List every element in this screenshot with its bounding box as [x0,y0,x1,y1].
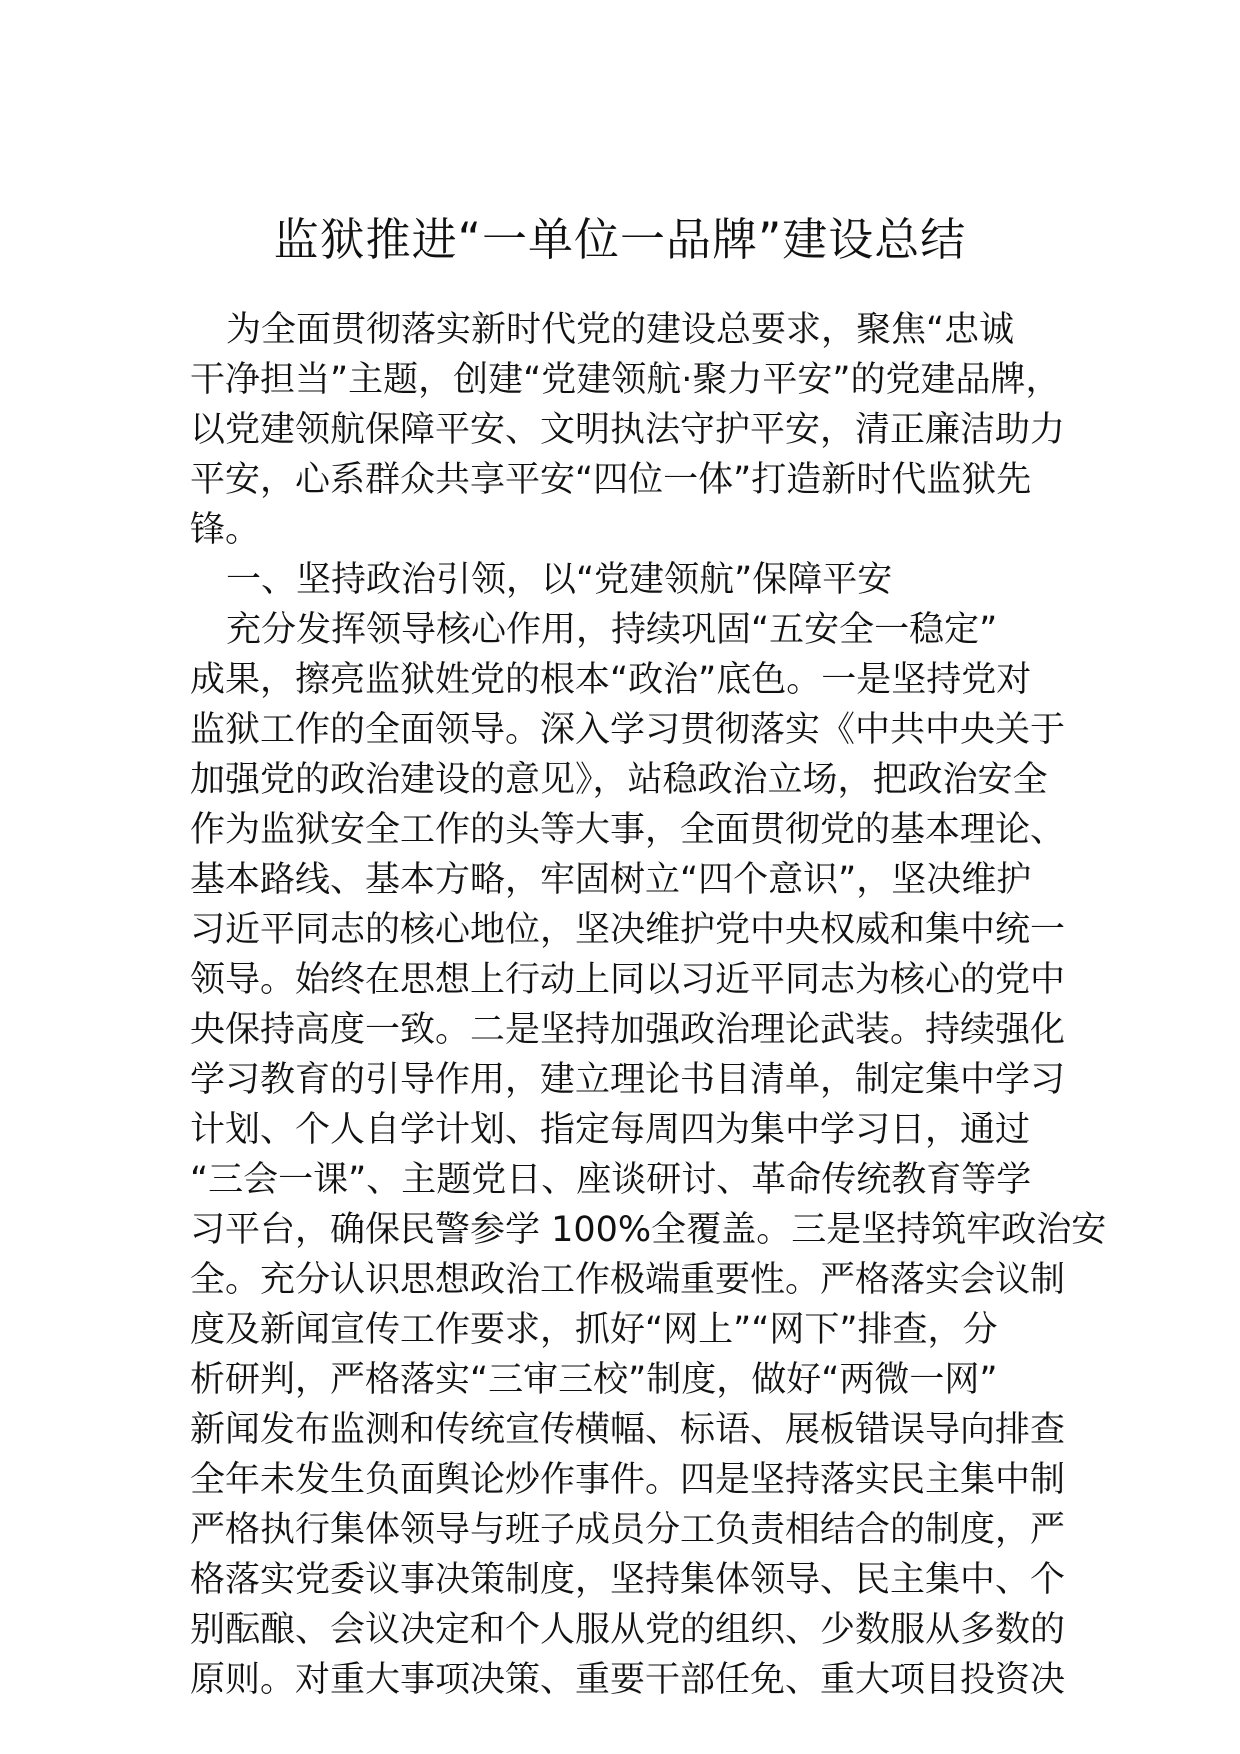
section-heading: 一、坚持政治引领，以“党建领航”保障平安 [226,560,893,600]
body-line: 度及新闻宣传工作要求，抓好“网上”“网下”排查，分 [190,1310,998,1350]
body-line: 习平台，确保民警参学 100%全覆盖。三是坚持筑牢政治安 [190,1210,1107,1250]
body-line: 为全面贯彻落实新时代党的建设总要求，聚焦“忠诚 [226,310,1015,350]
body-line: 央保持高度一致。二是坚持加强政治理论武装。持续强化 [190,1010,1066,1050]
body-line: 习近平同志的核心地位，坚决维护党中央权威和集中统一 [190,910,1066,950]
document-title: 监狱推进“一单位一品牌”建设总结 [273,213,967,266]
body-line: 格落实党委议事决策制度，坚持集体领导、民主集中、个 [190,1560,1066,1600]
body-line: 充分发挥领导核心作用，持续巩固“五安全一稳定” [226,610,998,650]
body-line: 成果，擦亮监狱姓党的根本“政治”底色。一是坚持党对 [190,660,1032,700]
body-line: 以党建领航保障平安、文明执法守护平安，清正廉洁助力 [190,410,1066,450]
body-line: 全年未发生负面舆论炒作事件。四是坚持落实民主集中制 [190,1460,1066,1500]
body-line: 干净担当”主题，创建“党建领航·聚力平安”的党建品牌， [190,360,1061,400]
body-line: 加强党的政治建设的意见》，站稳政治立场，把政治安全 [190,760,1048,800]
body-line: 全。充分认识思想政治工作极端重要性。严格落实会议制 [190,1260,1066,1300]
body-line: 别酝酿、会议决定和个人服从党的组织、少数服从多数的 [190,1610,1066,1650]
body-line: 监狱工作的全面领导。深入学习贯彻落实《中共中央关于 [190,710,1066,750]
body-line: 严格执行集体领导与班子成员分工负责相结合的制度，严 [190,1510,1066,1550]
body-line: 作为监狱安全工作的头等大事，全面贯彻党的基本理论、 [190,810,1066,850]
body-line: 基本路线、基本方略，牢固树立“四个意识”，坚决维护 [190,860,1032,900]
body-line: 原则。对重大事项决策、重要干部任免、重大项目投资决 [190,1660,1066,1700]
body-line: 领导。始终在思想上行动上同以习近平同志为核心的党中 [190,960,1066,1000]
body-line: 计划、个人自学计划、指定每周四为集中学习日，通过 [190,1110,1031,1150]
body-line: 析研判，严格落实“三审三校”制度，做好“两微一网” [190,1360,998,1400]
body-line: 新闻发布监测和传统宣传横幅、标语、展板错误导向排查 [190,1410,1066,1450]
body-line: 锋。 [190,510,261,550]
body-line: 平安，心系群众共享平安“四位一体”打造新时代监狱先 [190,460,1032,500]
body-line: “三会一课”、主题党日、座谈研讨、革命传统教育等学 [190,1160,1032,1200]
body-line: 学习教育的引导作用，建立理论书目清单，制定集中学习 [190,1060,1066,1100]
